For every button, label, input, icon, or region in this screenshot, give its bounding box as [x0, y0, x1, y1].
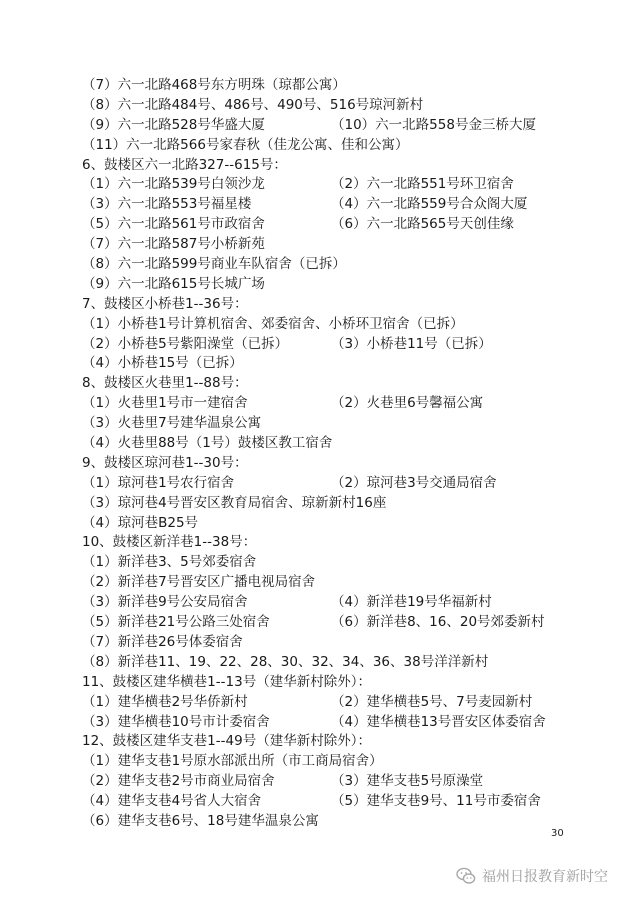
text-line	[82, 812, 582, 832]
wechat-icon	[456, 867, 476, 885]
text-line	[82, 673, 582, 693]
line-entry: （1）小桥巷1号计算机宿舍、郊委宿舍、小桥环卫宿舍（已拆）	[82, 315, 464, 332]
line-entry: （9）六一北路528号华盛大厦	[82, 116, 265, 133]
line-entry: 9、鼓楼区琼河巷1--30号：	[82, 454, 248, 471]
text-line	[82, 374, 582, 394]
text-line	[82, 76, 582, 96]
page-number: 30	[551, 828, 564, 839]
line-entry: 6、鼓楼区六一北路327--615号：	[82, 156, 287, 173]
line-entry-second: （2）六一北路551号环卫宿舍	[331, 176, 514, 193]
line-entry: （2）新洋巷7号晋安区广播电视局宿舍	[82, 574, 316, 591]
text-line	[82, 633, 582, 653]
line-entry-second: （3）小桥巷11号（已拆）	[331, 335, 492, 352]
line-entry: （5）六一北路561号市政宿舍	[82, 216, 265, 233]
text-line	[82, 315, 582, 335]
line-entry: （11）六一北路566号家春秋（佳龙公寓、佳和公寓）	[82, 136, 409, 153]
line-entry: （1）六一北路539号白领沙龙	[82, 176, 265, 193]
line-entry: （4）小桥巷15号（已拆）	[82, 355, 243, 372]
line-entry: （7）新洋巷26号体委宿舍	[82, 633, 243, 650]
line-entry-second: （4）新洋巷19号华福新村	[331, 594, 492, 611]
line-entry: （3）火巷里7号建华温泉公寓	[82, 415, 262, 432]
text-line	[82, 434, 582, 454]
text-line	[82, 156, 582, 176]
line-entry: （3）建华横巷10号市计委宿舍	[82, 713, 270, 730]
text-line	[82, 573, 582, 593]
line-entry: （1）琼河巷1号农行宿舍	[82, 474, 235, 491]
text-line	[82, 96, 582, 116]
line-entry: 7、鼓楼区小桥巷1--36号：	[82, 295, 248, 312]
line-entry: （7）六一北路587号小桥新苑	[82, 236, 265, 253]
line-entry: （1）新洋巷3、5号郊委宿舍	[82, 554, 257, 571]
text-line	[82, 613, 582, 633]
watermark-text: 福州日报教育新时空	[482, 869, 608, 885]
line-entry-second: （6）六一北路565号天创佳缘	[331, 216, 514, 233]
line-entry-second: （4）六一北路559号合众阁大厦	[331, 196, 528, 213]
text-line	[82, 792, 582, 812]
line-entry-second: （6）新洋巷8、16、20号郊委新村	[331, 614, 545, 631]
text-line	[82, 713, 582, 733]
line-entry: （6）建华支巷6号、18号建华温泉公寓	[82, 812, 319, 829]
text-line	[82, 235, 582, 255]
text-line	[82, 454, 582, 474]
line-entry-second: （2）琼河巷3号交通局宿舍	[331, 474, 497, 491]
line-entry-second: （3）建华支巷5号原澡堂	[331, 773, 484, 790]
line-entry: （3）新洋巷9号公安局宿舍	[82, 594, 248, 611]
text-line	[82, 136, 582, 156]
line-entry: 11、鼓楼区建华横巷1--13号（建华新村除外）：	[82, 673, 371, 690]
text-line	[82, 732, 582, 752]
line-entry: （4）琼河巷B25号	[82, 514, 199, 531]
text-line	[82, 394, 582, 414]
line-entry: （7）六一北路468号东方明珠（琼都公寓）	[82, 77, 346, 93]
text-line	[82, 195, 582, 215]
text-line	[82, 255, 582, 275]
line-entry: （1）建华横巷2号华侨新村	[82, 693, 248, 710]
text-line	[82, 215, 582, 235]
line-entry: （2）建华支巷2号市商业局宿舍	[82, 773, 275, 790]
line-entry: （2）小桥巷5号紫阳澡堂（已拆）	[82, 335, 289, 352]
line-entry-second: （2）火巷里6号馨福公寓	[331, 395, 484, 412]
line-entry: （1）建华支巷1号原水部派出所（市工商局宿舍）	[82, 753, 383, 770]
line-entry: （3）六一北路553号福星楼	[82, 196, 252, 213]
line-entry: （4）建华支巷4号省人大宿舍	[82, 793, 262, 810]
text-line	[82, 474, 582, 494]
line-entry: 12、鼓楼区建华支巷1--49号（建华新村除外）：	[82, 733, 371, 750]
text-line	[82, 693, 582, 713]
text-line	[82, 494, 582, 514]
line-entry-second: （5）建华支巷9号、11号市委宿舍	[331, 793, 541, 810]
line-entry: （5）新洋巷21号公路三处宿舍	[82, 614, 270, 631]
text-line	[82, 772, 582, 792]
text-line	[82, 593, 582, 613]
text-line	[82, 295, 582, 315]
text-line	[82, 752, 582, 772]
text-line	[82, 335, 582, 355]
text-line	[82, 414, 582, 434]
text-line	[82, 275, 582, 295]
line-entry: 8、鼓楼区火巷里1--88号：	[82, 375, 248, 392]
address-list	[82, 76, 582, 832]
line-entry-second: （10）六一北路558号金三桥大厦	[331, 116, 536, 133]
text-line	[82, 116, 582, 136]
line-entry: （4）火巷里88号（1号）鼓楼区教工宿舍	[82, 435, 333, 452]
line-entry: （8）六一北路484号、486号、490号、516号琼河新村	[82, 96, 424, 113]
line-entry: （1）火巷里1号市一建宿舍	[82, 395, 248, 412]
line-entry: （3）琼河巷4号晋安区教育局宿舍、琼新新村16座	[82, 494, 387, 511]
line-entry: （8）六一北路599号商业车队宿舍（已拆）	[82, 256, 346, 273]
line-entry-second: （4）建华横巷13号晋安区体委宿舍	[331, 713, 546, 730]
line-entry: （9）六一北路615号长城广场	[82, 275, 265, 292]
text-line	[82, 533, 582, 553]
text-line	[82, 354, 582, 374]
text-line	[82, 175, 582, 195]
text-line	[82, 553, 582, 573]
watermark	[456, 866, 608, 886]
line-entry: （8）新洋巷11、19、22、28、30、32、34、36、38号洋洋新村	[82, 653, 489, 670]
line-entry: 10、鼓楼区新洋巷1--38号：	[82, 534, 257, 551]
text-line	[82, 514, 582, 534]
text-line	[82, 653, 582, 673]
line-entry-second: （2）建华横巷5号、7号麦园新村	[331, 693, 533, 710]
